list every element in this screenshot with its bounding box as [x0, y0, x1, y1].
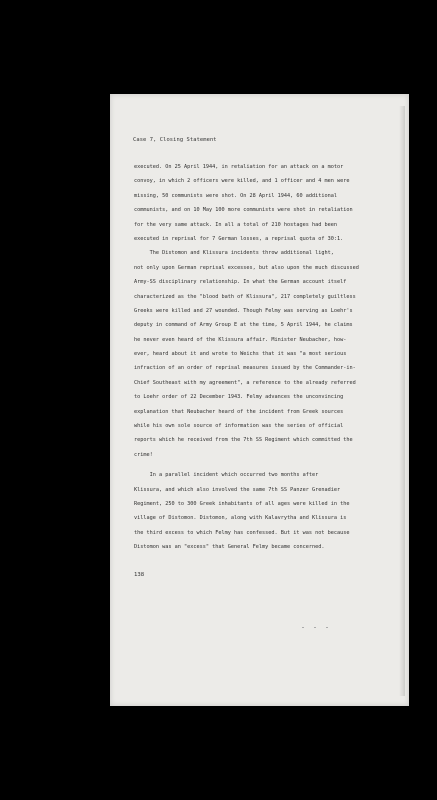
text-line: Distomon was an "excess" that General Felmy became concerned. — [134, 544, 325, 551]
text-line: characterized as the "blood bath of Klissura", 217 completely guiltless — [134, 293, 356, 300]
text-line: Regiment, 250 to 300 Greek inhabitants of all ages were killed in the — [134, 500, 350, 507]
text-line: while his own sole source of information was the series of official — [134, 423, 344, 430]
text-line: village of Distomon. Distomon, along with Kalavrytha and Klissura is — [134, 515, 347, 522]
text-line: he never even heard of the Klissura affair. Minister Neubacher, how- — [134, 336, 347, 343]
text-line: executed in reprisal for 7 German losses, a reprisal quota of 30:1. — [134, 235, 344, 242]
text-line: Klissura, and which also involved the same 7th SS Panzer Grenadier — [134, 486, 341, 493]
document-page — [110, 94, 409, 706]
text-line: crime! — [134, 451, 153, 458]
page-number: 138 — [134, 572, 145, 578]
text-line: executed. On 25 April 1944, in retaliation for an attack on a motor — [134, 164, 344, 170]
text-line: The Distomon and Klissura incidents throw additional light, — [134, 250, 334, 257]
text-line: In a parallel incident which occurred two months after — [134, 472, 319, 479]
text-line: to Loehr order of 22 December 1943. Felmy advances the unconvincing — [134, 394, 344, 401]
text-line: communists, and on 10 May 100 more communists were shot in retaliation — [134, 207, 353, 214]
body-text — [134, 160, 402, 555]
page-header: Case 7, Closing Statement — [133, 137, 217, 143]
text-line: convoy, in which 2 officers were killed, and 1 officer and 4 men were — [134, 178, 350, 185]
text-line: ever, heard about it and wrote to Weichs that it was "a most serious — [134, 351, 347, 358]
text-line: not only upon German reprisal excesses, but also upon the much discussed — [134, 264, 359, 271]
text-line: Chief Southeast with my agreement", a reference to the already referred — [134, 379, 356, 386]
text-line: deputy in command of Army Group E at the time, 5 April 1944, he claims — [134, 322, 353, 329]
scan-specks — [300, 627, 340, 631]
text-line: Army-SS disciplinary relationship. In what the German account itself — [134, 279, 347, 286]
text-line: explanation that Neubacher heard of the incident from Greek sources — [134, 408, 344, 415]
text-line: the third excess to which Felmy has confessed. But it was not because — [134, 529, 350, 536]
text-line: infraction of an order of reprisal measures issued by the Commander-in- — [134, 365, 356, 372]
text-line: missing, 50 communists were shot. On 28 April 1944, 60 additional — [134, 192, 338, 199]
text-line: reports which he received from the 7th SS Regiment which committed the — [134, 437, 353, 444]
text-line: for the very same attack. In all a total of 210 hostages had been — [134, 221, 338, 228]
text-line: Greeks were killed and 27 wounded. Though Felmy was serving as Loehr's — [134, 307, 353, 314]
